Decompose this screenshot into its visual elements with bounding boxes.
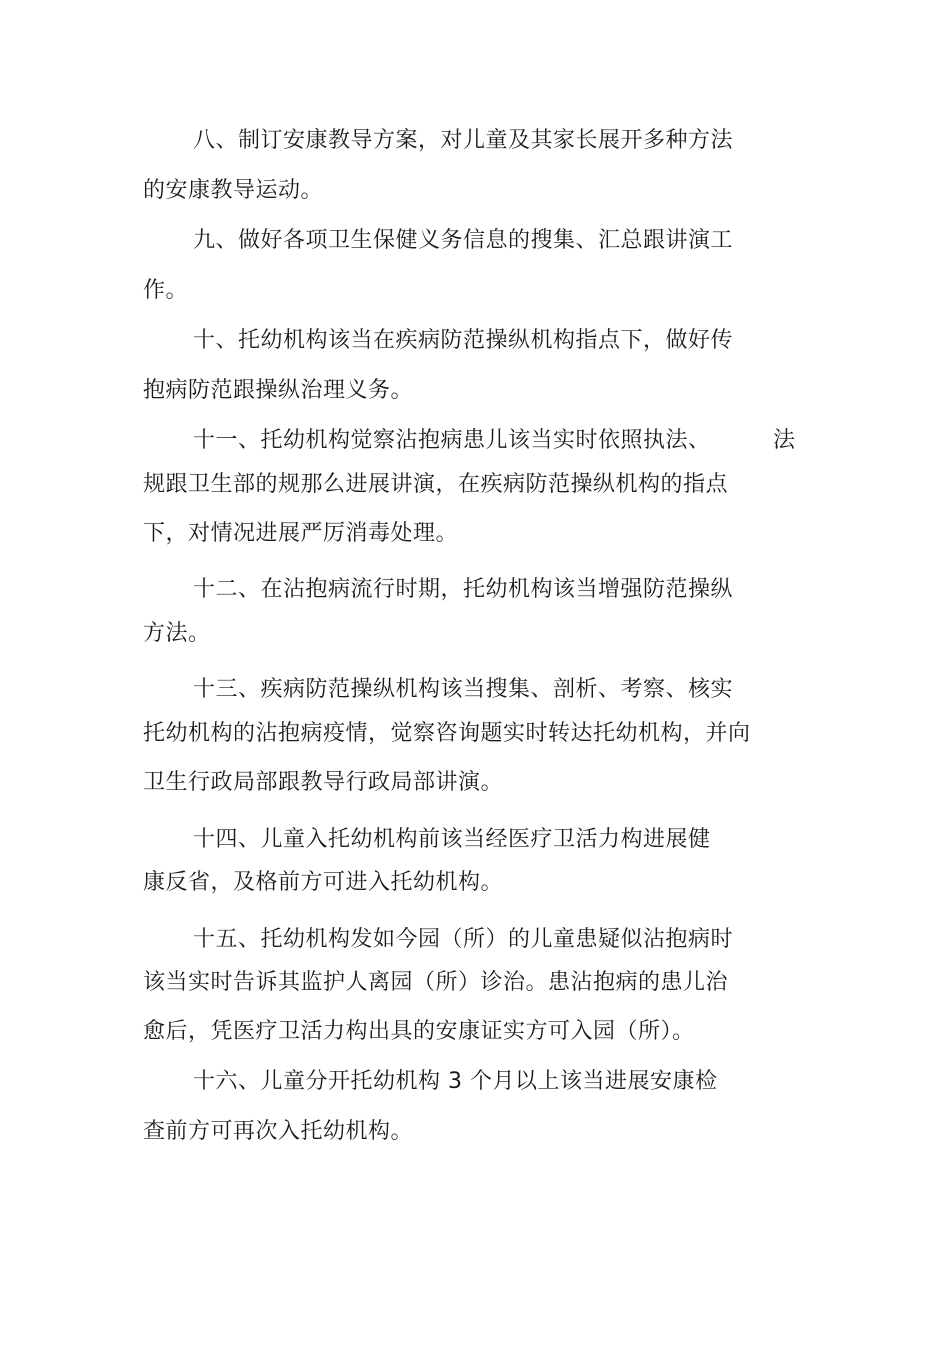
paragraph-12-line-1: 十二、在沾抱病流行时期，托幼机构该当增强防范操纵: [193, 577, 734, 602]
paragraph-16-line-2: 查前方可再次入托幼机构。: [143, 1119, 414, 1144]
paragraph-10-line-2: 抱病防范跟操纵治理义务。: [143, 378, 414, 403]
paragraph-15-line-2: 该当实时告诉其监护人离园（所）诊治。患沾抱病的患儿治: [143, 970, 729, 995]
paragraph-11-line-1: 十一、托幼机构觉察沾抱病患儿该当实时依照执法、: [193, 428, 711, 453]
paragraph-9-line-1: 九、做好各项卫生保健义务信息的搜集、汇总跟讲演工: [193, 228, 734, 253]
paragraph-14-line-1: 十四、儿童入托幼机构前该当经医疗卫活力构进展健: [193, 827, 711, 852]
paragraph-11-trailing-word: 法: [773, 428, 796, 453]
paragraph-11-line-2: 规跟卫生部的规那么进展讲演，在疾病防范操纵机构的指点: [143, 472, 729, 497]
paragraph-13-line-2: 托幼机构的沾抱病疫情，觉察咨询题实时转达托幼机构，并向: [143, 721, 751, 746]
paragraph-12-line-2: 方法。: [143, 621, 211, 646]
paragraph-10-line-1: 十、托幼机构该当在疾病防范操纵机构指点下，做好传: [193, 328, 734, 353]
paragraph-11-line-3: 下，对情况进展严厉消毒处理。: [143, 521, 459, 546]
paragraph-14-line-2: 康反省，及格前方可进入托幼机构。: [143, 870, 504, 895]
paragraph-13-line-3: 卫生行政局部跟教导行政局部讲演。: [143, 770, 504, 795]
paragraph-15-line-3: 愈后，凭医疗卫活力构出具的安康证实方可入园（所）。: [143, 1019, 695, 1044]
paragraph-15-line-1: 十五、托幼机构发如今园（所）的儿童患疑似沾抱病时: [193, 927, 734, 952]
paragraph-8-line-2: 的安康教导运动。: [143, 178, 324, 203]
paragraph-16-line-1: 十六、儿童分开托幼机构 3 个月以上该当进展安康检: [193, 1069, 718, 1094]
paragraph-13-line-1: 十三、疾病防范操纵机构该当搜集、剖析、考察、核实: [193, 677, 734, 702]
paragraph-9-line-2: 作。: [143, 278, 189, 303]
paragraph-8-line-1: 八、制订安康教导方案，对儿童及其家长展开多种方法: [193, 128, 734, 153]
